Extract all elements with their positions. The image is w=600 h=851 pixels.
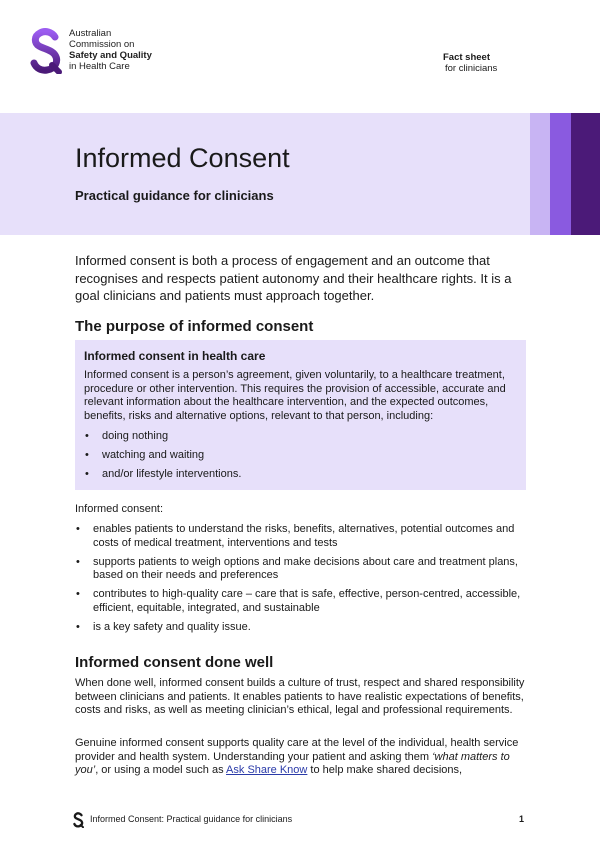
commission-footer-icon [73,812,84,828]
commission-logo [30,28,152,74]
banner-stripe-dark [571,113,600,235]
doc-type: Fact sheet [443,52,490,63]
definition-box-text: Informed consent is a person’s agreement, given voluntarily, to a healthcare treatment, procedure or other intervention. This requires the provision of accessible, accurate and relevant information about the healthcare intervention, and the expected outcomes, benefits, risks and alternative options, relevant to that person, including: [84,369,506,422]
list-item: • watching and waiting [102,449,241,463]
banner-stripe-light [530,113,550,235]
page-title: Informed Consent [75,143,290,173]
list-intro: Informed consent: [75,503,164,515]
page-subtitle: Practical guidance for clinicians [75,188,274,203]
list-item: • supports patients to weigh options and make decisions about care and treatment plans, based on their needs and preferences [93,556,527,583]
commission-logo-mark-icon [30,28,62,74]
doc-audience: for clinicians [445,63,498,74]
list-item: • doing nothing [102,430,241,444]
ask-share-know-link[interactable]: Ask Share Know [226,764,308,777]
paragraph-text: Genuine informed consent supports quality care at the level of the individual, health service provider and health system. Understanding your patient and asking them [75,737,519,763]
commission-name [69,28,152,72]
definition-box [75,340,526,490]
doc-type-label [443,52,497,74]
definition-box-list [102,430,241,487]
what-matters-quote: ‘what matters to you’ [75,750,510,777]
footer-title: Informed Consent: Practical guidance for clinicians [90,814,293,824]
definition-box-heading: Informed consent in health care [84,349,266,363]
page-number: 1 [519,814,525,824]
list-item: • enables patients to understand the risks, benefits, alternatives, potential outcomes and costs of medical treatment, interventions and tests [93,523,527,550]
title-banner [0,113,600,235]
org-line-2: Commission on [69,39,135,50]
org-line-4: in Health Care [69,61,130,72]
section-heading-done-well: Informed consent done well [75,654,274,671]
done-well-paragraph-2 [75,737,527,778]
org-line-1: Australian [69,28,112,39]
list-item: • and/or lifestyle interventions. [102,468,241,482]
paragraph-text: , or using a model such as [95,764,227,777]
intro-paragraph: Informed consent is both a process of engagement and an outcome that recognises and respects patient autonomy and their healthcare rights. It is a goal clinicians and patients must approach together. [75,253,512,303]
org-line-3: Safety and Quality [69,50,152,61]
section-heading-purpose: The purpose of informed consent [75,318,314,335]
list-item: • is a key safety and quality issue. [93,621,527,635]
list-item: • contributes to high-quality care – care that is safe, effective, person-centred, accessible, efficient, equitable, integrated, and sustainable [93,588,527,615]
paragraph-text: to help make shared decisions, [307,764,463,777]
banner-stripe-mid [550,113,571,235]
purpose-list [93,523,527,640]
done-well-paragraph-1: When done well, informed consent builds a culture of trust, respect and shared responsibility between clinicians and patients. It enables patients to have realistic expectations of benefits, costs and risks, as well as meeting clinician’s ethical, legal and professional requirements. [75,677,525,717]
